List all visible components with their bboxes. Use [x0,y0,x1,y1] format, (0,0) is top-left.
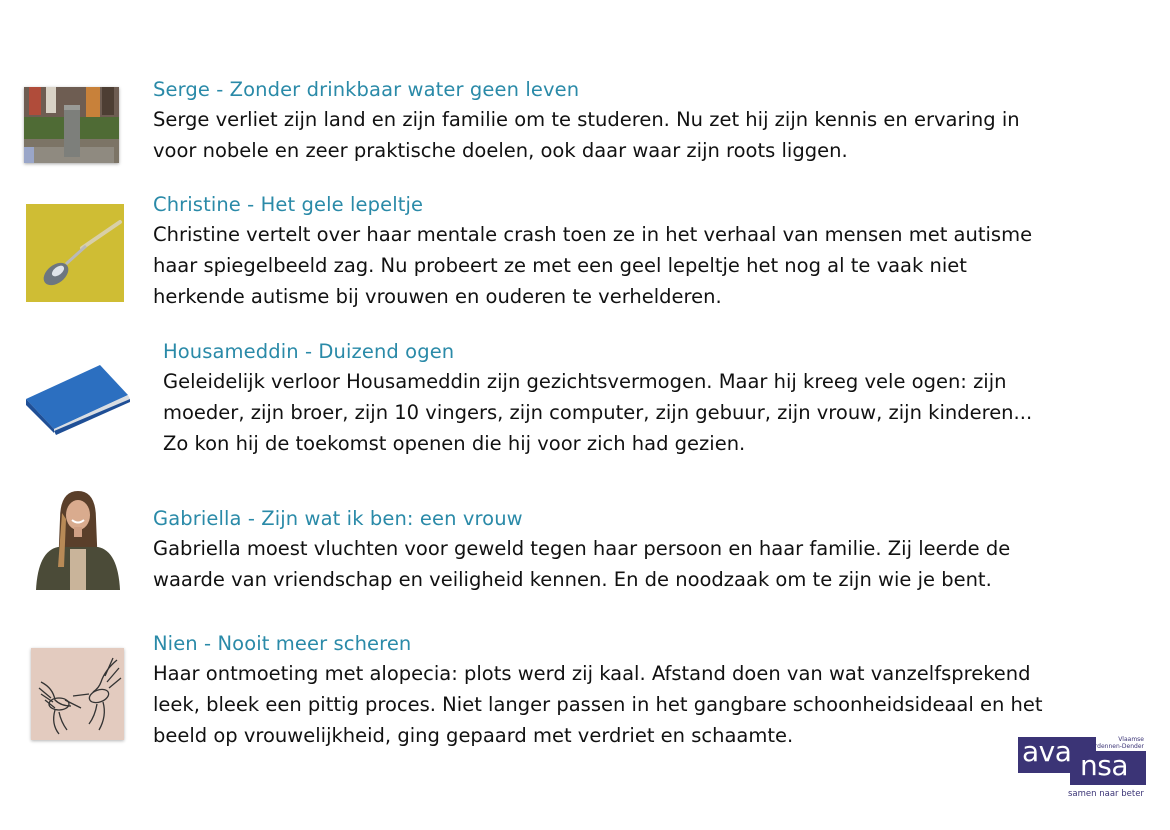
story-line: Christine vertelt over haar mentale crash toen ze in het verhaal van mensen met autisme [153,223,1033,246]
logo-text-ava: ava [1022,735,1072,768]
story-line: herkende autisme bij vrouwen en ouderen te verhelderen. [153,285,722,308]
story-christine [153,191,1032,312]
hummingbird-tattoo-image [31,648,124,740]
story-line: Geleidelijk verloor Housameddin zijn gezichtsvermogen. Maar hij kreeg vele ogen: zijn [163,370,1007,393]
story-line: Gabriella moest vluchten voor geweld tegen haar persoon en haar familie. Zij leerde de [153,537,1011,560]
logo-tagline: samen naar beter [1068,789,1144,799]
story-housameddin [163,338,1032,459]
logo-region-line2: Ardennen-Dender [1090,743,1144,750]
story-line: waarde van vriendschap en veiligheid kennen. En de noodzaak om te zijn wie je bent. [153,568,992,591]
story-line: moeder, zijn broer, zijn 10 vingers, zijn computer, zijn gebuur, zijn vrouw, zijn kinderen... [163,401,1033,424]
story-gabriella [153,505,1010,595]
story-line: Haar ontmoeting met alopecia: plots werd zij kaal. Afstand doen van wat vanzelfsprekend [153,662,1031,685]
logo-text-nsa: nsa [1080,749,1128,782]
story-title: Nien - Nooit meer scheren [153,632,412,655]
avansa-logo [1018,737,1146,803]
story-line: beeld op vrouwelijkheid, ging gepaard met verdriet en schaamte. [153,724,794,747]
story-line: Zo kon hij de toekomst openen die hij voor zich had gezien. [163,432,746,455]
story-nien [153,630,1043,751]
story-title: Christine - Het gele lepeltje [153,193,424,216]
story-title: Gabriella - Zijn wat ik ben: een vrouw [153,507,523,530]
water-pump-photo [24,87,119,163]
blue-book-image [24,365,132,435]
story-line: Serge verliet zijn land en zijn familie om te studeren. Nu zet hij zijn kennis en ervaring in [153,108,1020,131]
story-serge [153,76,1020,166]
story-title: Housameddin - Duizend ogen [163,340,455,363]
portrait-photo [34,489,122,590]
logo-region-line1: Vlaamse [1118,736,1144,743]
story-line: voor nobele en zeer praktische doelen, ook daar waar zijn roots liggen. [153,139,848,162]
story-line: haar spiegelbeeld zag. Nu probeert ze met een geel lepeltje het nog al te vaak niet [153,254,967,277]
story-line: leek, bleek een pittig proces. Niet langer passen in het gangbare schoonheidsideaal en het [153,693,1043,716]
yellow-spoon-image [26,204,124,302]
story-title: Serge - Zonder drinkbaar water geen leven [153,78,580,101]
